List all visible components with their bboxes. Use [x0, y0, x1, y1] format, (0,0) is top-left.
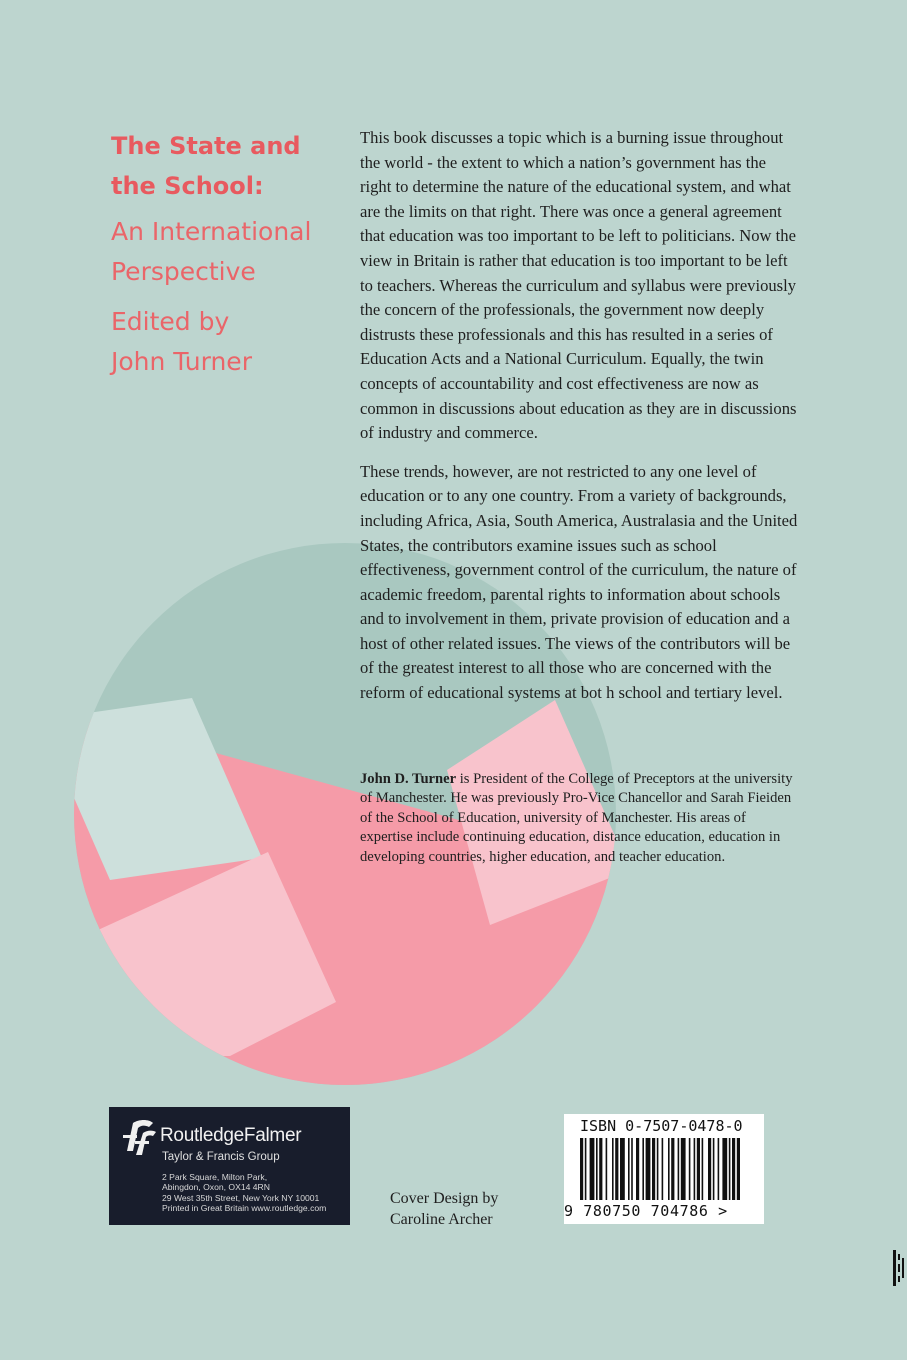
barcode-bar: [718, 1138, 720, 1200]
barcode-bar: [642, 1138, 644, 1200]
barcode-bar: [681, 1138, 686, 1200]
barcode-bar: [722, 1138, 727, 1200]
registration-mark: [893, 1248, 905, 1288]
publisher-address: [162, 1172, 326, 1214]
publisher-name: RoutledgeFalmer: [160, 1125, 302, 1146]
address-line: 29 West 35th Street, New York NY 10001: [162, 1192, 320, 1203]
address-line: Printed in Great Britain www.routledge.com: [162, 1203, 327, 1214]
title-line-1: The State and: [111, 132, 301, 160]
barcode-bar: [596, 1138, 598, 1200]
publisher-panel: [109, 1107, 350, 1225]
barcode-bar: [694, 1138, 696, 1200]
barcode-bar: [580, 1138, 583, 1200]
credit-line-1: Cover Design by: [390, 1190, 499, 1207]
cover-design-credit: [390, 1188, 550, 1230]
barcode-digits: 9 780750 704786 >: [564, 1202, 728, 1220]
cover-title-block: [111, 126, 341, 382]
editor-line-2: John Turner: [111, 347, 252, 376]
isbn-label: ISBN 0-7507-0478-0: [580, 1117, 743, 1135]
barcode-bar: [697, 1138, 700, 1200]
publisher-group: Taylor & Francis Group: [162, 1151, 280, 1163]
barcode-bar: [668, 1138, 670, 1200]
barcode-bar: [729, 1138, 731, 1200]
editor-line-1: Edited by: [111, 307, 230, 336]
barcode-bar: [646, 1138, 651, 1200]
barcode-bar: [708, 1138, 711, 1200]
author-bio: [360, 770, 800, 867]
barcode-bar: [732, 1138, 735, 1200]
barcode-bar: [590, 1138, 595, 1200]
subtitle-line-2: Perspective: [111, 257, 256, 286]
description-paragraph-1: This book discusses a topic which is a burning issue throughout the world - the extent to which a nation’s government has the right to determine the nature of the educational system, and what are the limits on that right. There was once a general agreement that education was too important to be left to politicians. Now the view in Britain is rather that education is too important to be left to teachers. Whereas the curriculum and syllabus were previously the concern of the professionals, the government now deeply distrusts these professionals and this has resulted in a series of Education Acts and a National Curriculum. Equally, the twin concepts of accountability and cost effectiveness are now as common in discussions about education as they are in discussions of industry and commerce.: [360, 128, 797, 443]
barcode-bar: [599, 1138, 602, 1200]
barcode-bar: [689, 1138, 691, 1200]
author-bio-text: is President of the College of Preceptors at the university of Manchester. He was previously Pro-Vice Chancellor and Sarah Fieiden of the School of Education, university of Manchester. His areas of expertise include continuing education, distance education, education in developing countries, higher education, and teacher education.: [360, 771, 793, 865]
barcode-bar: [702, 1138, 704, 1200]
isbn-barcode: [564, 1114, 764, 1224]
author-name: John D. Turner: [360, 771, 457, 787]
credit-line-2: Caroline Archer: [390, 1211, 493, 1228]
barcode-bar: [628, 1138, 630, 1200]
title-line-2: the School:: [111, 172, 264, 200]
barcode-bar: [612, 1138, 614, 1200]
barcode-bar: [671, 1138, 674, 1200]
barcode-bar: [678, 1138, 680, 1200]
address-line: 2 Park Square, Milton Park,: [162, 1172, 268, 1182]
barcode-bar: [636, 1138, 639, 1200]
barcode-bar: [652, 1138, 655, 1200]
barcode-bar: [585, 1138, 587, 1200]
barcode-bar: [713, 1138, 715, 1200]
barcode-bar: [662, 1138, 664, 1200]
description-paragraph-2: These trends, however, are not restricted to any one level of education or to any one country. From a variety of backgrounds, including Africa, Asia, South America, Australasia and the United States, the contributors examine issues such as school effectiveness, government control of the curriculum, the nature of academic freedom, parental rights to information about schools and to involvement in them, private provision of education and a host of other related issues. The views of the contributors will be of the greatest interest to all those who are concerned with the reform of educational systems at bot h school and tertiary level.: [360, 461, 798, 703]
address-line: Abingdon, Oxon, OX14 4RN: [162, 1182, 270, 1193]
barcode-bar: [615, 1138, 618, 1200]
barcode-bar: [606, 1138, 608, 1200]
barcode-bar: [620, 1138, 625, 1200]
book-description: [360, 126, 800, 720]
routledge-rf-logo-icon: [119, 1117, 159, 1161]
barcode-bar: [631, 1138, 633, 1200]
barcode-bar: [737, 1138, 740, 1200]
barcode-bar: [657, 1138, 659, 1200]
subtitle-line-1: An International: [111, 217, 312, 246]
